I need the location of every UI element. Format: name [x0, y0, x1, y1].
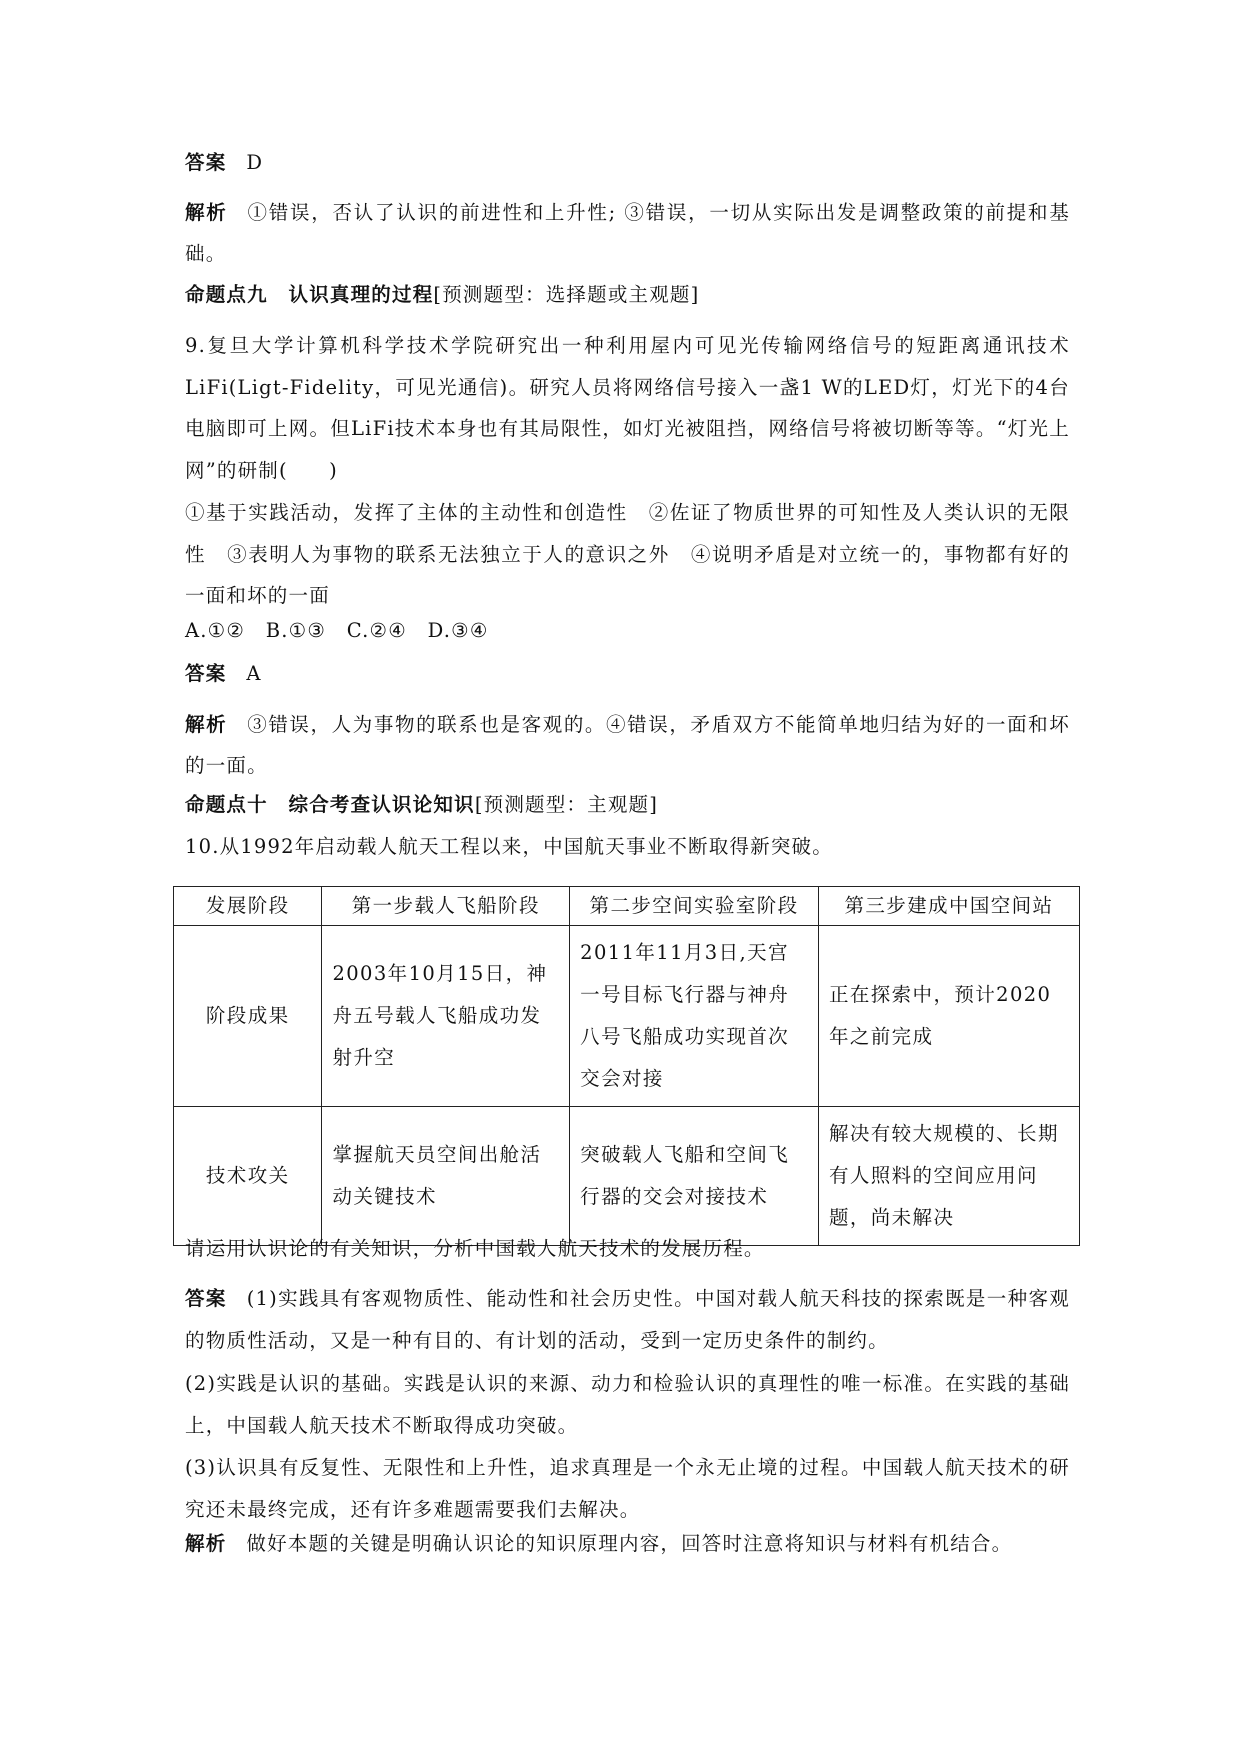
answer-label: 答案: [185, 1287, 227, 1310]
table-header-cell: 第一步载人飞船阶段: [322, 887, 570, 926]
q10-answer-p1: [185, 1278, 1070, 1361]
q10-analysis: [185, 1531, 1012, 1557]
table-cell: 掌握航天员空间出舱活动关键技术: [322, 1107, 570, 1246]
q9-analysis: [185, 704, 1070, 786]
analysis-text: ③错误，人为事物的联系也是客观的。④错误，矛盾双方不能简单地归结为好的一面和坏的一面。: [185, 713, 1070, 777]
point-title: 命题点九 认识真理的过程: [185, 283, 434, 306]
answer-value: A: [246, 662, 262, 685]
table-cell: 解决有较大规模的、长期有人照料的空间应用问题，尚未解决: [818, 1107, 1079, 1246]
answer-label: 答案: [185, 151, 227, 174]
table-row-label: 阶段成果: [174, 926, 322, 1107]
q10-answer-p3: (3)认识具有反复性、无限性和上升性，追求真理是一个永无止境的过程。中国载人航天技术的研究还未最终完成，还有许多难题需要我们去解决。: [185, 1456, 1070, 1521]
point10-heading: [185, 792, 658, 818]
table-cell: 2003年10月15日，神舟五号载人飞船成功发射升空: [322, 926, 570, 1107]
answer-value: D: [246, 151, 264, 174]
table-header-cell: 发展阶段: [174, 887, 322, 926]
analysis-label: 解析: [185, 201, 228, 224]
table-row-label: 技术攻关: [174, 1107, 322, 1246]
table-row: [174, 926, 1080, 1107]
answer-label: 答案: [185, 662, 227, 685]
table-cell: 2011年11月3日,天宫一号目标飞行器与神舟八号飞船成功实现首次交会对接: [570, 926, 819, 1107]
analysis-label: 解析: [185, 713, 228, 736]
q10-question: 请运用认识论的有关知识，分析中国载人航天技术的发展历程。: [185, 1237, 765, 1260]
q9-statements: ①基于实践活动，发挥了主体的主动性和创造性 ②佐证了物质世界的可知性及人类认识的无限性 ③表明人为事物的联系无法独立于人的意识之外 ④说明矛盾是对立统一的，事物都有好的一面和坏的一面: [185, 501, 1070, 607]
analysis-text: ①错误，否认了认识的前进性和上升性; ③错误，一切从实际出发是调整政策的前提和基础。: [185, 201, 1070, 265]
table-header-row: [174, 887, 1080, 926]
answer-text: (1)实践具有客观物质性、能动性和社会历史性。中国对载人航天科技的探索既是一种客观的物质性活动，又是一种有目的、有计划的活动，受到一定历史条件的制约。: [185, 1287, 1071, 1352]
q9-stem: 9.复旦大学计算机科学技术学院研究出一种利用屋内可见光传输网络信号的短距离通讯技术LiFi(Ligt-Fidelity，可见光通信)。研究人员将网络信号接入一盏1 W的LED灯，灯光下的4台电脑即可上网。但LiFi技术本身也有其局限性，如灯光被阻挡，网络信号将被切断等等。“灯光上网”的研制( ): [185, 334, 1070, 482]
table-header-cell: 第三步建成中国空间站: [818, 887, 1079, 926]
q10-stem: 10.从1992年启动载人航天工程以来，中国航天事业不断取得新突破。: [185, 835, 833, 858]
table-header-cell: 第二步空间实验室阶段: [570, 887, 819, 926]
analysis-label: 解析: [185, 1532, 227, 1555]
q9-answer: [185, 661, 262, 687]
q9-options: A.①② B.①③ C.②④ D.③④: [185, 619, 489, 642]
point9-heading: [185, 282, 699, 308]
point-type: [预测题型：主观题]: [474, 793, 659, 816]
q10-answer-p2: (2)实践是认识的基础。实践是认识的来源、动力和检验认识的真理性的唯一标准。在实践的基础上，中国载人航天技术不断取得成功突破。: [185, 1372, 1070, 1437]
point-type: [预测题型：选择题或主观题]: [433, 283, 700, 306]
table-cell: 正在探索中，预计2020年之前完成: [818, 926, 1079, 1107]
q8-analysis: [185, 192, 1070, 274]
point-title: 命题点十 综合考查认识论知识: [185, 793, 475, 816]
table-row: [174, 1107, 1080, 1246]
space-program-table: [173, 886, 1080, 1246]
table-cell: 突破载人飞船和空间飞行器的交会对接技术: [570, 1107, 819, 1246]
analysis-text: 做好本题的关键是明确认识论的知识原理内容，回答时注意将知识与材料有机结合。: [246, 1532, 1013, 1555]
q8-answer: [185, 150, 263, 176]
